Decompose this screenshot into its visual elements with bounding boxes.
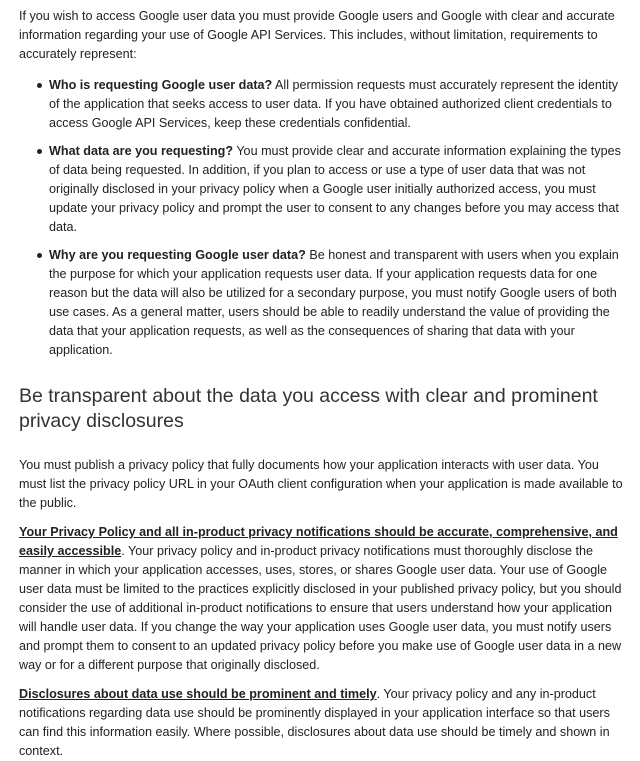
bullet-heading: Why are you requesting Google user data?	[49, 248, 306, 262]
list-item	[49, 246, 626, 360]
privacy-policy-paragraph: You must publish a privacy policy that fully documents how your application interacts with user data. You must list the privacy policy URL in your OAuth client configuration when your application is made available to the public.	[19, 458, 623, 510]
bullet-text: You must provide clear and accurate information explaining the types of data being requested. In addition, if you plan to access or use a type of user data that was not originally disclosed in your privacy policy when a Google user initially authorized access, you must update your privacy policy and prompt the user to consent to any changes before you may access that data.	[49, 144, 621, 234]
accuracy-text: . Your privacy policy and in-product privacy notifications must thoroughly disclose the manner in which your application accesses, uses, stores, or shares Google user data. Your use of Google user data must be limited to the practices explicitly disclosed in your published privacy policy, but you should consider the use of additional in-product notifications to ensure that users understand how your application will handle user data. If you change the way your application uses Google user data, you must notify users and prompt them to consent to an updated privacy policy before you make use of Google user data in a new way or for a different purpose that originally disclosed.	[19, 544, 622, 672]
bullet-text: All permission requests must accurately represent the identity of the application that seeks access to user data. If you have obtained authorized client credentials to access Google API Services, keep these credentials confidential.	[49, 78, 619, 130]
section-heading: Be transparent about the data you access with clear and prominent privacy disclosures	[19, 385, 598, 432]
prominence-paragraph	[19, 685, 626, 761]
prominence-heading: Disclosures about data use should be prominent and timely	[19, 687, 377, 701]
bullet-heading: Who is requesting Google user data?	[49, 78, 273, 92]
list-item	[49, 142, 626, 237]
accuracy-heading: Your Privacy Policy and all in-product privacy notifications should be accurate, comprehensive, and easily accessible	[19, 525, 618, 558]
bullet-text: Be honest and transparent with users when you explain the purpose for which your application requests user data. If your application requests data for one reason but the data will also be utilized for a secondary purpose, you must notify Google users of both use cases. As a general matter, users should be able to readily understand the value of providing the data that your application requests, as well as the consequences of sharing that data with your application.	[49, 248, 619, 357]
bullet-heading: What data are you requesting?	[49, 144, 234, 158]
prominence-text: . Your privacy policy and any in-product notifications regarding data use should be prominently displayed in your application interface so that users can find this information easily. Where possible, disclosures about data use should be timely and shown in context.	[19, 687, 610, 758]
requirements-list	[19, 76, 626, 360]
list-item	[49, 76, 626, 133]
accuracy-paragraph	[19, 523, 626, 675]
intro-paragraph: If you wish to access Google user data you must provide Google users and Google with clear and accurate information regarding your use of Google API Services. This includes, without limitation, requirements to accurately represent:	[19, 9, 615, 61]
